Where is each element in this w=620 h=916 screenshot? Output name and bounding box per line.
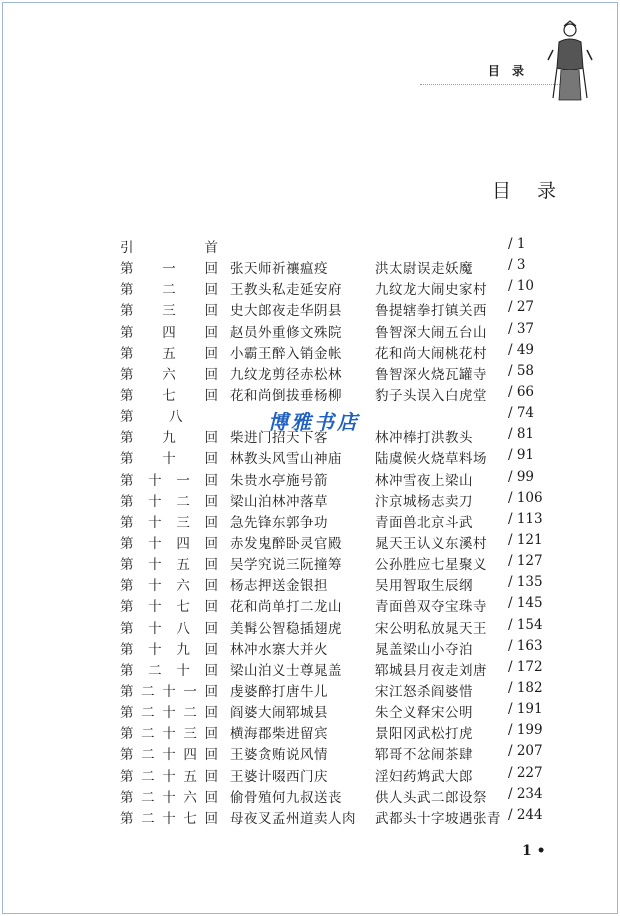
chapter-number-char: 第 bbox=[120, 430, 134, 447]
page-ref: / 227 bbox=[508, 764, 543, 781]
toc-entry bbox=[120, 236, 560, 257]
chapter-number bbox=[120, 574, 218, 594]
chapter-title-first: 母夜叉孟州道卖人肉 bbox=[230, 810, 356, 827]
page-ref: / 172 bbox=[508, 658, 543, 675]
chapter-title-second: 林冲雪夜上梁山 bbox=[375, 472, 473, 489]
toc-entry bbox=[120, 701, 560, 722]
page-ref: / 145 bbox=[508, 595, 543, 612]
chapter-number-char: 第 bbox=[120, 620, 134, 637]
chapter-number-char: 四 bbox=[162, 324, 176, 341]
chapter-number-char: 十 bbox=[162, 810, 176, 827]
chapter-title-second: 供人头武二郎设祭 bbox=[375, 789, 487, 806]
chapter-title-first: 王教头私走延安府 bbox=[230, 282, 342, 299]
chapter-title-first: 史大郎夜走华阴县 bbox=[230, 303, 342, 320]
chapter-number-char: 二 bbox=[141, 726, 155, 743]
chapter-title-second: 武都头十字坡遇张青 bbox=[375, 810, 501, 827]
chapter-number-char: 十 bbox=[148, 472, 162, 489]
page-ref: / 207 bbox=[508, 743, 543, 760]
chapter-title-first: 柴进门招天下客 bbox=[230, 430, 328, 447]
chapter-number-char: 回 bbox=[204, 535, 218, 552]
chapter-number bbox=[120, 511, 218, 531]
watermark: 博雅书店 bbox=[268, 410, 360, 434]
chapter-number-char: 十 bbox=[148, 514, 162, 531]
page-ref: / 234 bbox=[508, 785, 543, 802]
chapter-number-char: 第 bbox=[120, 282, 134, 299]
page-ref: / 1 bbox=[508, 236, 526, 252]
chapter-number-char: 十 bbox=[162, 789, 176, 806]
chapter-number-char: 三 bbox=[162, 303, 176, 320]
chapter-number bbox=[120, 722, 218, 742]
chapter-title-first: 梁山泊义士尊晁盖 bbox=[230, 662, 342, 679]
chapter-number-char: 回 bbox=[204, 683, 218, 700]
chapter-number-char: 第 bbox=[120, 303, 134, 320]
chapter-number-char: 七 bbox=[183, 810, 197, 827]
chapter-number bbox=[120, 363, 218, 383]
chapter-number-char: 七 bbox=[162, 387, 176, 404]
chapter-title-second: 景阳冈武松打虎 bbox=[375, 726, 473, 743]
chapter-title-second: 宋江怒杀阎婆惜 bbox=[375, 683, 473, 700]
chapter-number-char: 第 bbox=[120, 535, 134, 552]
chapter-title-second: 晁盖梁山小夺泊 bbox=[375, 641, 473, 658]
chapter-number bbox=[120, 765, 218, 785]
chapter-title-second: 洪太尉误走妖魔 bbox=[375, 261, 473, 278]
toc-entry bbox=[120, 743, 560, 764]
chapter-title-first: 王婆贪贿说风情 bbox=[230, 747, 328, 764]
page-ref: / 154 bbox=[508, 616, 543, 633]
chapter-title-first: 赤发鬼醉卧灵官殿 bbox=[230, 535, 342, 552]
chapter-number-char: 回 bbox=[204, 514, 218, 531]
chapter-number-char: 回 bbox=[204, 578, 218, 595]
chapter-number-char: 第 bbox=[120, 514, 134, 531]
chapter-number-char: 二 bbox=[141, 768, 155, 785]
chapter-number bbox=[120, 701, 218, 721]
chapter-number-char: 九 bbox=[176, 641, 190, 658]
chapter-title-second: 晁天王认义东溪村 bbox=[375, 535, 487, 552]
chapter-number-char: 十 bbox=[162, 726, 176, 743]
chapter-number-char: 第 bbox=[120, 662, 134, 679]
chapter-number-char: 三 bbox=[183, 726, 197, 743]
chapter-number-char: 第 bbox=[120, 451, 134, 468]
chapter-title-second: 公孙胜应七星聚义 bbox=[375, 557, 487, 574]
chapter-title-first: 横海郡柴进留宾 bbox=[230, 726, 328, 743]
page-ref: / 66 bbox=[508, 383, 535, 400]
running-header: 目 录 bbox=[487, 64, 528, 78]
chapter-number bbox=[120, 405, 218, 425]
chapter-title-first: 赵员外重修文殊院 bbox=[230, 324, 342, 341]
chapter-number-char: 二 bbox=[176, 493, 190, 510]
chapter-number-char: 回 bbox=[204, 641, 218, 658]
toc-entry bbox=[120, 765, 560, 786]
page-ref: / 127 bbox=[508, 553, 543, 570]
page-title: 目 录 bbox=[492, 180, 567, 202]
chapter-number-char: 六 bbox=[162, 366, 176, 383]
chapter-number-char: 第 bbox=[120, 789, 134, 806]
chapter-number-char: 回 bbox=[204, 599, 218, 616]
chapter-title-first: 急先锋东郭争功 bbox=[230, 514, 328, 531]
chapter-number bbox=[120, 236, 218, 256]
chapter-number-char: 回 bbox=[204, 620, 218, 637]
chapter-title-second: 郓哥不忿闹茶肆 bbox=[375, 747, 473, 764]
chapter-number-char: 第 bbox=[120, 387, 134, 404]
page-ref: / 74 bbox=[508, 405, 535, 422]
chapter-number-char: 一 bbox=[183, 683, 197, 700]
chapter-number bbox=[120, 257, 218, 277]
chapter-number bbox=[120, 786, 218, 806]
page-ref: / 58 bbox=[508, 362, 535, 379]
chapter-number-char: 引 bbox=[120, 240, 134, 256]
chapter-title-first: 梁山泊林冲落草 bbox=[230, 493, 328, 510]
page-ref: / 10 bbox=[508, 278, 535, 295]
chapter-number-char: 第 bbox=[120, 683, 134, 700]
chapter-title-second: 豹子头误入白虎堂 bbox=[375, 387, 487, 404]
chapter-number-char: 十 bbox=[162, 451, 176, 468]
chapter-number-char: 第 bbox=[120, 345, 134, 362]
chapter-number-char: 回 bbox=[204, 345, 218, 362]
chapter-title-first: 虔婆醉打唐牛儿 bbox=[230, 683, 328, 700]
chapter-number-char: 第 bbox=[120, 366, 134, 383]
page-ref: / 191 bbox=[508, 701, 543, 718]
toc-entry bbox=[120, 511, 560, 532]
chapter-number-char: 二 bbox=[141, 705, 155, 722]
chapter-title-second: 九纹龙大闹史家村 bbox=[375, 282, 487, 299]
chapter-title-first: 王婆计啜西门庆 bbox=[230, 768, 328, 785]
chapter-number-char: 一 bbox=[176, 472, 190, 489]
toc-entry bbox=[120, 321, 560, 342]
chapter-number-char: 回 bbox=[204, 726, 218, 743]
chapter-number-char: 第 bbox=[120, 578, 134, 595]
toc-entry bbox=[120, 278, 560, 299]
chapter-number-char: 十 bbox=[162, 768, 176, 785]
chapter-number-char: 回 bbox=[204, 303, 218, 320]
toc-entry bbox=[120, 786, 560, 807]
chapter-number-char: 回 bbox=[204, 493, 218, 510]
page-ref: / 106 bbox=[508, 489, 543, 506]
chapter-number-char: 六 bbox=[183, 789, 197, 806]
chapter-number-char: 回 bbox=[204, 557, 218, 574]
chapter-number-char: 回 bbox=[204, 705, 218, 722]
chapter-number-char: 八 bbox=[176, 620, 190, 637]
chapter-number-char: 回 bbox=[204, 387, 218, 404]
chapter-title-second: 鲁智深火烧瓦罐寺 bbox=[375, 366, 487, 383]
chapter-number-char: 二 bbox=[162, 282, 176, 299]
page-ref: / 199 bbox=[508, 722, 543, 739]
page-ref: / 37 bbox=[508, 320, 535, 337]
chapter-title-first: 林冲水寨大并火 bbox=[230, 641, 328, 658]
chapter-number-char: 第 bbox=[120, 409, 134, 426]
chapter-number bbox=[120, 617, 218, 637]
chapter-number bbox=[120, 278, 218, 298]
page-ref: / 135 bbox=[508, 574, 543, 591]
toc-entry bbox=[120, 807, 560, 828]
toc-entry bbox=[120, 638, 560, 659]
chapter-title-second: 陆虞候火烧草料场 bbox=[375, 451, 487, 468]
chapter-number-char: 十 bbox=[148, 535, 162, 552]
chapter-title-first: 朱贵水亭施号箭 bbox=[230, 472, 328, 489]
chapter-number bbox=[120, 638, 218, 658]
page-ref: / 244 bbox=[508, 806, 543, 823]
chapter-number-char: 第 bbox=[120, 557, 134, 574]
chapter-title-second: 吴用智取生辰纲 bbox=[375, 578, 473, 595]
chapter-number-char: 八 bbox=[169, 409, 183, 426]
chapter-number-char: 第 bbox=[120, 261, 134, 278]
chapter-title-first: 小霸王醉入销金帐 bbox=[230, 345, 342, 362]
chapter-number-char: 二 bbox=[141, 789, 155, 806]
chapter-number-char: 第 bbox=[120, 472, 134, 489]
chapter-title-first: 张天师祈禳瘟疫 bbox=[230, 261, 328, 278]
chapter-title-first: 花和尚单打二龙山 bbox=[230, 599, 342, 616]
toc-entry bbox=[120, 595, 560, 616]
chapter-number-char: 第 bbox=[120, 747, 134, 764]
chapter-number bbox=[120, 659, 218, 679]
chapter-number-char: 回 bbox=[204, 451, 218, 468]
chapter-number-char: 二 bbox=[148, 662, 162, 679]
chapter-number bbox=[120, 469, 218, 489]
page-ref: / 182 bbox=[508, 679, 543, 696]
chapter-number-char: 回 bbox=[204, 366, 218, 383]
chapter-title-second: 淫妇药鸩武大郎 bbox=[375, 768, 473, 785]
chapter-title-first: 吴学究说三阮撞筹 bbox=[230, 557, 342, 574]
chapter-number-char: 第 bbox=[120, 726, 134, 743]
chapter-title-second: 鲁提辖拳打镇关西 bbox=[375, 303, 487, 320]
chapter-number-char: 十 bbox=[148, 620, 162, 637]
page-ref: / 99 bbox=[508, 468, 535, 485]
chapter-number bbox=[120, 342, 218, 362]
chapter-title-second: 宋公明私放晁天王 bbox=[375, 620, 487, 637]
chapter-title-first: 九纹龙剪径赤松林 bbox=[230, 366, 342, 383]
chapter-number bbox=[120, 321, 218, 341]
chapter-number-char: 十 bbox=[162, 705, 176, 722]
chapter-number bbox=[120, 532, 218, 552]
chapter-number bbox=[120, 680, 218, 700]
chapter-title-first: 杨志押送金银担 bbox=[230, 578, 328, 595]
page-ref: / 113 bbox=[508, 510, 543, 527]
page-ref: / 49 bbox=[508, 341, 535, 358]
toc-entry bbox=[120, 553, 560, 574]
chapter-title-second: 鲁智深大闹五台山 bbox=[375, 324, 487, 341]
chapter-number bbox=[120, 447, 218, 467]
toc-entry bbox=[120, 659, 560, 680]
chapter-number bbox=[120, 553, 218, 573]
page-ref: / 163 bbox=[508, 637, 543, 654]
chapter-number-char: 回 bbox=[204, 430, 218, 447]
page-ref: / 121 bbox=[508, 531, 543, 548]
chapter-number-char: 七 bbox=[176, 599, 190, 616]
chapter-number-char: 第 bbox=[120, 599, 134, 616]
toc-entry bbox=[120, 469, 560, 490]
chapter-title-second: 青面兽双夺宝珠寺 bbox=[375, 599, 487, 616]
chapter-number-char: 二 bbox=[183, 705, 197, 722]
chapter-title-second: 朱仝义释宋公明 bbox=[375, 705, 473, 722]
chapter-number-char: 一 bbox=[162, 261, 176, 278]
toc-entry bbox=[120, 532, 560, 553]
chapter-number-char: 第 bbox=[120, 768, 134, 785]
chapter-number-char: 十 bbox=[148, 599, 162, 616]
chapter-number-char: 二 bbox=[141, 683, 155, 700]
chapter-number-char: 五 bbox=[176, 557, 190, 574]
page-ref: / 81 bbox=[508, 426, 535, 443]
chapter-number-char: 十 bbox=[176, 662, 190, 679]
toc-entry bbox=[120, 490, 560, 511]
chapter-number-char: 二 bbox=[141, 747, 155, 764]
chapter-number-char: 六 bbox=[176, 578, 190, 595]
chapter-number-char: 第 bbox=[120, 324, 134, 341]
chapter-number-char: 十 bbox=[148, 641, 162, 658]
chapter-title-first: 林教头风雪山神庙 bbox=[230, 451, 342, 468]
chapter-title-second: 花和尚大闹桃花村 bbox=[375, 345, 487, 362]
chapter-number-char: 十 bbox=[162, 747, 176, 764]
chapter-number-char: 首 bbox=[204, 240, 218, 256]
chapter-title-second: 汴京城杨志卖刀 bbox=[375, 493, 473, 510]
chapter-title-second: 郓城县月夜走刘唐 bbox=[375, 662, 487, 679]
chapter-number-char: 回 bbox=[204, 810, 218, 827]
chapter-number-char: 第 bbox=[120, 493, 134, 510]
toc-entry bbox=[120, 722, 560, 743]
chapter-title-first: 偷骨殖何九叔送丧 bbox=[230, 789, 342, 806]
chapter-number-char: 三 bbox=[176, 514, 190, 531]
chapter-number-char: 四 bbox=[176, 535, 190, 552]
chapter-number-char: 十 bbox=[148, 557, 162, 574]
chapter-number-char: 二 bbox=[141, 810, 155, 827]
chapter-number bbox=[120, 743, 218, 763]
chapter-title-first: 阎婆大闹郓城县 bbox=[230, 705, 328, 722]
chapter-number-char: 回 bbox=[204, 261, 218, 278]
chapter-number-char: 第 bbox=[120, 810, 134, 827]
toc-entry bbox=[120, 257, 560, 278]
chapter-number-char: 回 bbox=[204, 324, 218, 341]
chapter-number-char: 回 bbox=[204, 747, 218, 764]
page-ref: / 3 bbox=[508, 257, 526, 274]
chapter-number-char: 回 bbox=[204, 789, 218, 806]
chapter-number bbox=[120, 490, 218, 510]
chapter-title-first: 花和尚倒拔垂杨柳 bbox=[230, 387, 342, 404]
chapter-number-char: 回 bbox=[204, 472, 218, 489]
chapter-number-char: 回 bbox=[204, 662, 218, 679]
table-of-contents bbox=[120, 236, 560, 828]
chapter-title-first: 美髯公智稳插翅虎 bbox=[230, 620, 342, 637]
toc-entry bbox=[120, 617, 560, 638]
toc-entry bbox=[120, 299, 560, 320]
chapter-number-char: 回 bbox=[204, 768, 218, 785]
page-ref: / 91 bbox=[508, 447, 535, 464]
chapter-number-char: 回 bbox=[204, 282, 218, 299]
chapter-number-char: 十 bbox=[148, 493, 162, 510]
page-ref: / 27 bbox=[508, 299, 535, 316]
chapter-number bbox=[120, 299, 218, 319]
chapter-number-char: 第 bbox=[120, 705, 134, 722]
chapter-title-second: 林冲棒打洪教头 bbox=[375, 430, 473, 447]
chapter-number-char: 十 bbox=[162, 683, 176, 700]
toc-entry bbox=[120, 680, 560, 701]
chapter-number-char: 十 bbox=[148, 578, 162, 595]
toc-entry bbox=[120, 342, 560, 363]
warrior-illustration-icon bbox=[545, 20, 595, 102]
chapter-number-char: 第 bbox=[120, 641, 134, 658]
chapter-title-second: 青面兽北京斗武 bbox=[375, 514, 473, 531]
toc-entry bbox=[120, 363, 560, 384]
chapter-number-char: 九 bbox=[162, 430, 176, 447]
chapter-number-char: 五 bbox=[162, 345, 176, 362]
chapter-number-char: 五 bbox=[183, 768, 197, 785]
chapter-number bbox=[120, 807, 218, 827]
chapter-number bbox=[120, 426, 218, 446]
page-number: 1 • bbox=[522, 843, 546, 859]
toc-entry bbox=[120, 447, 560, 468]
chapter-number bbox=[120, 595, 218, 615]
chapter-number bbox=[120, 384, 218, 404]
toc-entry bbox=[120, 574, 560, 595]
chapter-number-char: 四 bbox=[183, 747, 197, 764]
toc-entry bbox=[120, 384, 560, 405]
